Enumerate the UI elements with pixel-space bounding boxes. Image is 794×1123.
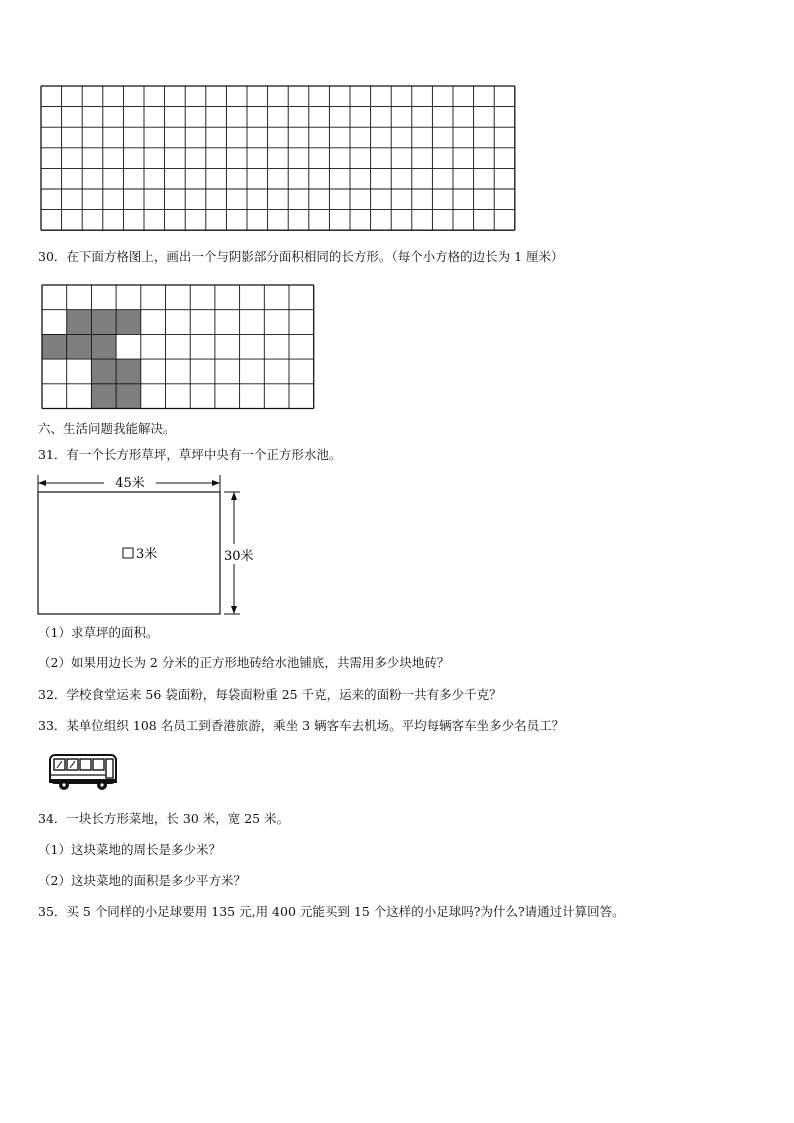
question-31: 31．有一个长方形草坪，草坪中央有一个正方形水池。 [38,447,342,462]
question-33: 33．某单位组织 108 名员工到香港旅游，乘坐 3 辆客车去机场。平均每辆客车坐多少名员工？ [38,718,565,733]
arrow-up-icon [231,492,237,500]
pool-label: 3米 [136,547,158,562]
shaded-cell [42,334,67,359]
arrow-right-icon [212,480,220,486]
pool-square [123,548,133,558]
shaded-cell [91,359,116,384]
question-30: 30．在下面方格图上，画出一个与阴影部分面积相同的长方形。（每个小方格的边长为 1 厘米） [38,249,564,264]
shaded-cell [67,310,92,335]
section-6-title: 六、生活问题我能解决。 [38,421,176,436]
shaded-cell [67,334,92,359]
question-35: 35．买 5 个同样的小足球要用 135 元,用 400 元能买到 15 个这样的小足球吗?为什么?请通过计算回答。 [38,904,625,919]
arrow-left-icon [38,480,46,486]
top-answer-grid [40,85,516,233]
question-32: 32．学校食堂运来 56 袋面粉，每袋面粉重 25 千克，运来的面粉一共有多少千克？ [38,687,502,702]
height-label: 30米 [224,549,254,564]
arrow-down-icon [231,606,237,614]
shaded-grid[interactable] [41,284,317,410]
shaded-cell [116,384,141,409]
question-34-part-2: （2）这块菜地的面积是多少平方米？ [38,873,246,888]
shaded-cell [116,359,141,384]
bus-icon [48,751,120,793]
lawn-figure [34,470,274,620]
question-34: 34．一块长方形菜地，长 30 米，宽 25 米。 [38,811,290,826]
shaded-cell [91,384,116,409]
question-34-part-1: （1）这块菜地的周长是多少米？ [38,842,221,857]
shaded-cell [91,334,116,359]
question-31-part-2: （2）如果用边长为 2 分米的正方形地砖给水池铺底，共需用多少块地砖？ [38,655,450,670]
lawn-rectangle [38,492,220,614]
width-label: 45米 [115,476,145,491]
question-31-part-1: （1）求草坪的面积。 [38,625,159,640]
shaded-cell [91,310,116,335]
shaded-cell [116,310,141,335]
